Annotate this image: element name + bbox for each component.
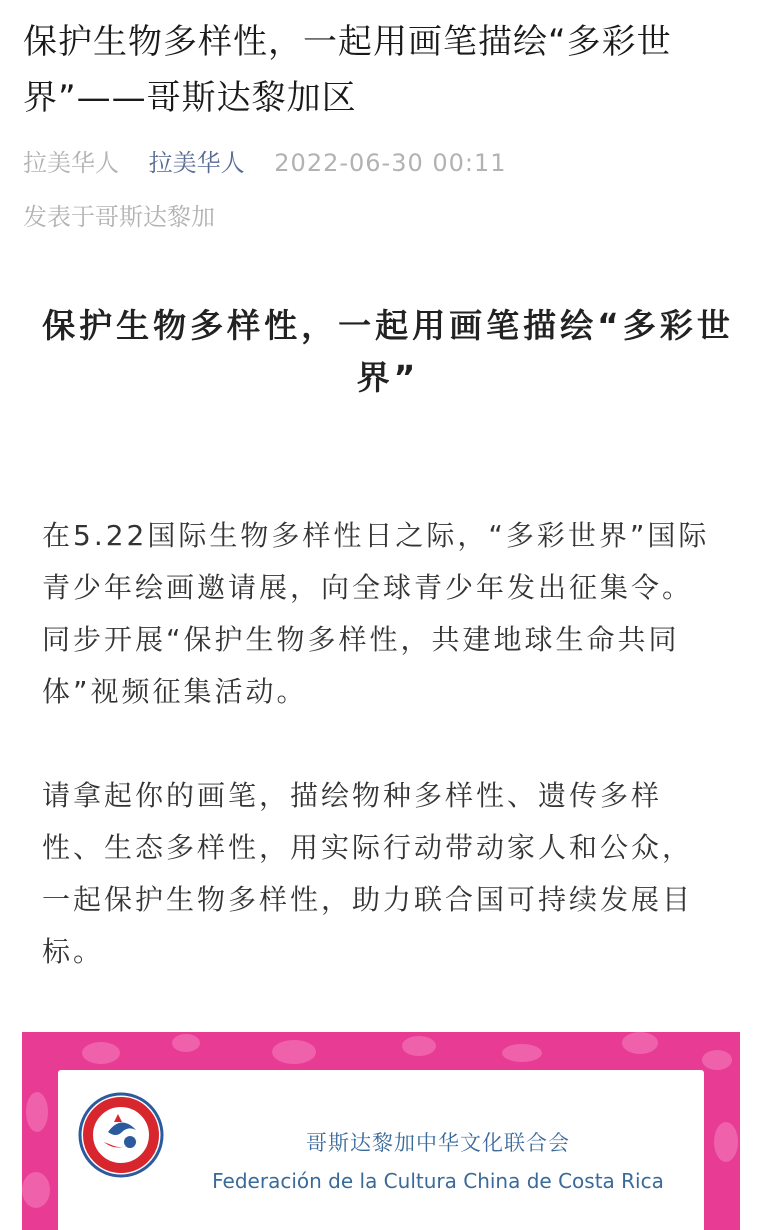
decorative-blob [702,1050,732,1070]
account-link[interactable]: 拉美华人 [148,149,245,177]
decorative-blob [22,1172,50,1208]
article-image[interactable] [22,1032,740,1230]
decorative-blob [272,1040,316,1064]
decorative-blob [622,1032,658,1054]
author-name: 拉美华人 [23,149,119,177]
decorative-blob [502,1044,542,1062]
org-name-chinese: 哥斯达黎加中华文化联合会 [306,1131,570,1155]
publish-date: 2022-06-30 00:11 [274,149,507,177]
decorative-blob [402,1036,436,1056]
body-paragraph-1: 在5.22国际生物多样性日之际，“多彩世界”国际青少年绘画邀请展，向全球青少年发出征集令。同步开展“保护生物多样性，共建地球生命共同体”视频征集活动。 [42,519,710,708]
decorative-blob [714,1122,738,1162]
decorative-blob [82,1042,120,1064]
federation-logo-icon [78,1092,164,1178]
publish-location: 发表于哥斯达黎加 [23,203,215,231]
article-meta [23,146,507,180]
org-name-spanish: Federación de la Cultura China de Costa Rica [212,1169,664,1193]
body-paragraph-2: 请拿起你的画笔，描绘物种多样性、遗传多样性、生态多样性，用实际行动带动家人和公众，一起保护生物多样性，助力联合国可持续发展目标。 [42,779,694,968]
article-title: 保护生物多样性，一起用画笔描绘“多彩世界”——哥斯达黎加区 [23,22,672,118]
section-heading: 保护生物多样性，一起用画笔描绘“多彩世界” [42,306,734,397]
decorative-blob [172,1034,200,1052]
organization-card [58,1070,704,1230]
decorative-blob [26,1092,48,1132]
